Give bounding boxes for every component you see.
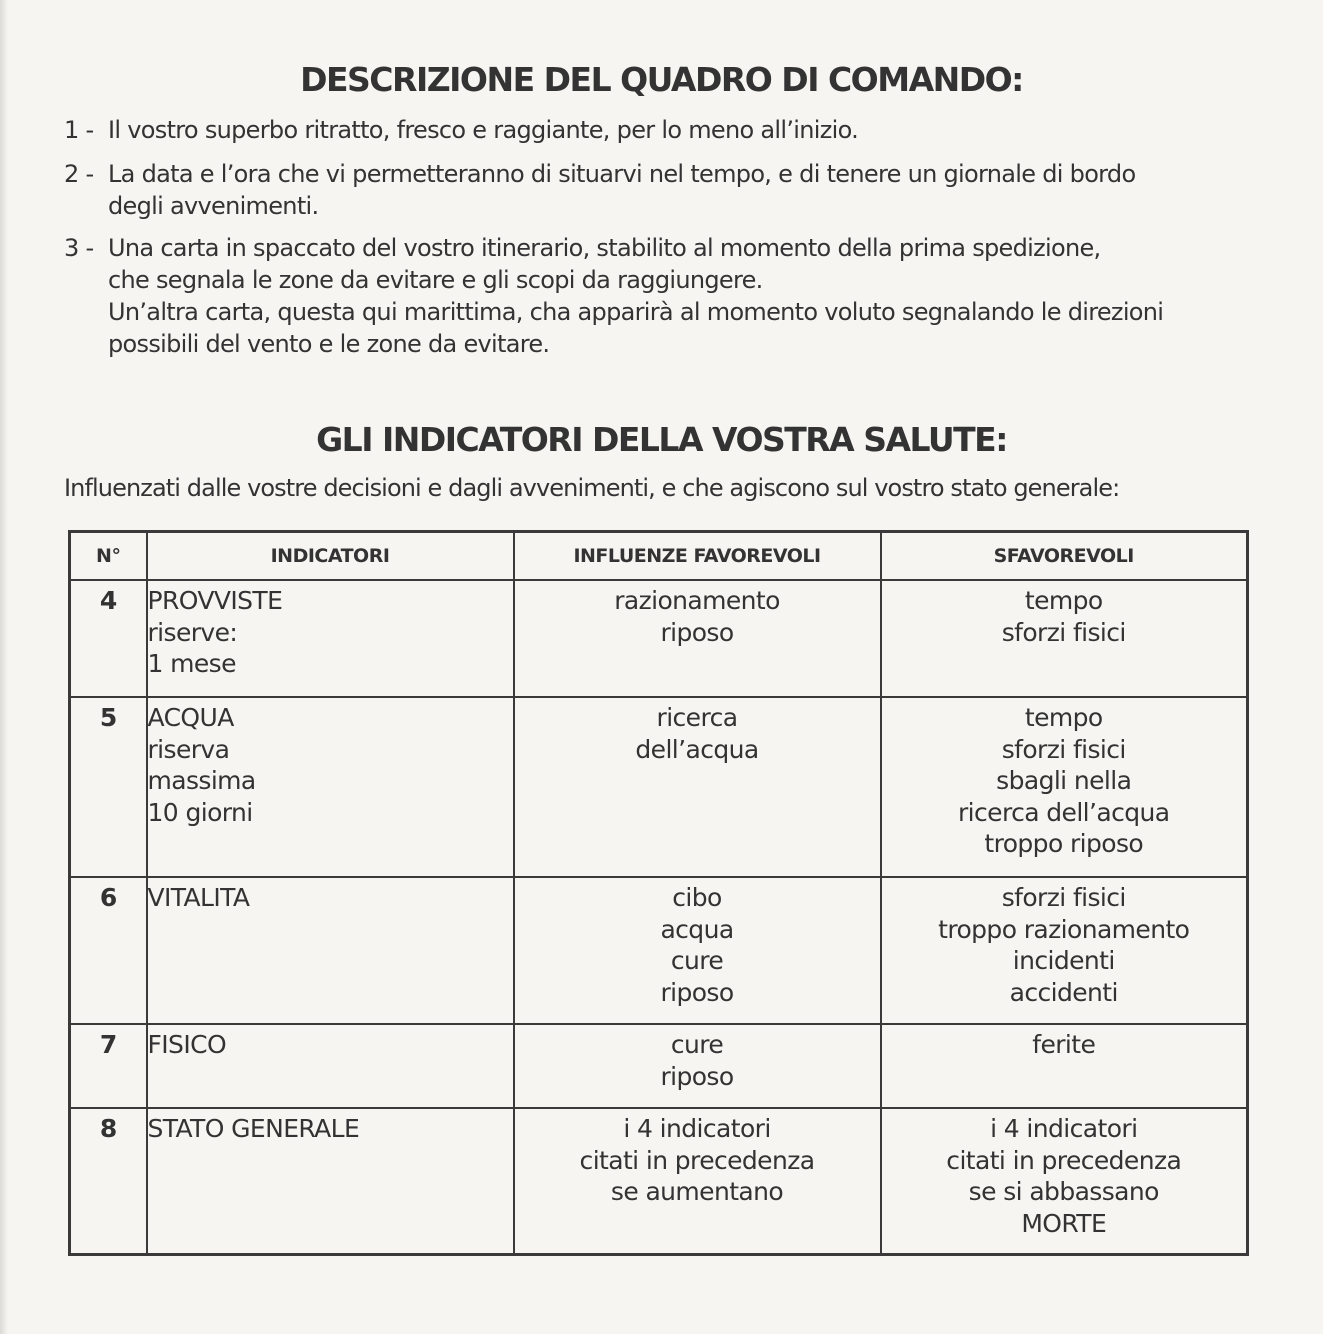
list-item-number: 2 - <box>64 160 94 188</box>
favorable-line: cure <box>670 946 724 975</box>
favorable-line: ricerca <box>656 703 738 732</box>
list-item-line: che segnala le zone da evitare e gli scopi da raggiungere. <box>108 266 763 294</box>
favorable-line: se aumentano <box>610 1177 784 1206</box>
favorable-line: citati in precedenza <box>579 1145 815 1175</box>
indicator-cell <box>147 1108 514 1254</box>
indicator-line: massima <box>147 766 256 795</box>
indicator-line: ACQUA <box>147 703 234 732</box>
favorable-line: dell’acqua <box>635 734 759 764</box>
row-number: 8 <box>70 1108 147 1254</box>
header-number: N° <box>70 532 147 581</box>
favorable-line: acqua <box>660 914 734 944</box>
indicator-line: FISICO <box>147 1030 227 1059</box>
list-item-number: 3 - <box>64 234 94 262</box>
favorable-line: riposo <box>660 977 734 1007</box>
list-item-text <box>108 114 1249 146</box>
indicator-line: VITALITA <box>147 883 250 912</box>
favorable-line: riposo <box>660 1061 734 1091</box>
unfavorable-line: citati in precedenza <box>946 1145 1182 1175</box>
favorable-cell <box>514 1108 881 1254</box>
list-item <box>64 158 1249 222</box>
row-number: 5 <box>70 697 147 877</box>
row-number: 6 <box>70 877 147 1024</box>
unfavorable-cell <box>881 580 1248 697</box>
favorable-line: cure <box>670 1030 724 1059</box>
unfavorable-cell <box>881 1024 1248 1108</box>
table-row <box>70 1108 1248 1254</box>
list-item-line: Un’altra carta, questa qui marittima, cha apparirà al momento voluto segnalando le direzioni <box>108 298 1164 326</box>
indicator-cell <box>147 1024 514 1108</box>
header-favorable: INFLUENZE FAVOREVOLI <box>514 532 881 581</box>
unfavorable-line: sforzi fisici <box>1001 883 1126 912</box>
unfavorable-cell <box>881 697 1248 877</box>
section-title-health-indicators: GLI INDICATORI DELLA VOSTRA SALUTE: <box>316 420 1007 459</box>
table-row <box>70 877 1248 1024</box>
favorable-line: i 4 indicatori <box>623 1114 771 1143</box>
unfavorable-line: ferite <box>1032 1030 1096 1059</box>
favorable-line: razionamento <box>614 586 780 615</box>
unfavorable-line: sbagli nella <box>996 766 1132 795</box>
list-item-line: possibili del vento e le zone da evitare. <box>108 330 550 358</box>
section-intro-text: Influenzati dalle vostre decisioni e dagli avvenimenti, e che agiscono sul vostro stato generale: <box>64 474 1120 502</box>
favorable-line: cibo <box>672 883 722 912</box>
unfavorable-cell <box>881 877 1248 1024</box>
row-number: 4 <box>70 580 147 697</box>
indicator-line: PROVVISTE <box>147 586 283 615</box>
unfavorable-line: accidenti <box>1009 977 1118 1007</box>
list-item-line: Il vostro superbo ritratto, fresco e raggiante, per lo meno all’inizio. <box>108 116 859 144</box>
list-item <box>64 114 1249 146</box>
indicator-line: riserva <box>147 734 230 764</box>
list-item-text <box>108 158 1249 222</box>
indicator-cell <box>147 697 514 877</box>
indicator-line: 10 giorni <box>147 797 253 827</box>
header-unfavorable: SFAVOREVOLI <box>881 532 1248 581</box>
unfavorable-line: se si abbassano <box>968 1177 1159 1206</box>
unfavorable-line: tempo <box>1024 703 1103 732</box>
unfavorable-cell <box>881 1108 1248 1254</box>
indicator-cell <box>147 580 514 697</box>
indicator-cell <box>147 877 514 1024</box>
unfavorable-line: ricerca dell’acqua <box>958 797 1170 827</box>
row-number: 7 <box>70 1024 147 1108</box>
list-item-line: La data e l’ora che vi permetteranno di situarvi nel tempo, e di tenere un giornale di bordo <box>108 160 1136 188</box>
indicator-line: riserve: <box>147 617 238 647</box>
table-row <box>70 697 1248 877</box>
unfavorable-line: incidenti <box>1012 946 1115 975</box>
favorable-cell <box>514 580 881 697</box>
list-item-line: degli avvenimenti. <box>108 192 319 220</box>
page-binding-shadow <box>0 0 8 1334</box>
unfavorable-line: troppo razionamento <box>938 914 1190 944</box>
favorable-line: riposo <box>660 617 734 647</box>
list-item-text <box>108 232 1249 360</box>
table-row <box>70 580 1248 697</box>
list-item <box>64 232 1249 360</box>
unfavorable-line: i 4 indicatori <box>990 1114 1138 1143</box>
favorable-cell <box>514 1024 881 1108</box>
table-row <box>70 1024 1248 1108</box>
unfavorable-line: troppo riposo <box>984 829 1144 858</box>
section-title-control-panel: DESCRIZIONE DEL QUADRO DI COMANDO: <box>300 60 1023 99</box>
header-indicators: INDICATORI <box>147 532 514 581</box>
unfavorable-line: sforzi fisici <box>1001 617 1126 647</box>
unfavorable-line: sforzi fisici <box>1001 734 1126 764</box>
favorable-cell <box>514 697 881 877</box>
list-item-line: Una carta in spaccato del vostro itinerario, stabilito al momento della prima spedizione, <box>108 234 1101 262</box>
indicator-line: STATO GENERALE <box>147 1114 360 1143</box>
indicators-table <box>68 530 1249 1256</box>
unfavorable-line: MORTE <box>1021 1208 1107 1238</box>
indicator-line: 1 mese <box>147 649 236 678</box>
favorable-cell <box>514 877 881 1024</box>
list-item-number: 1 - <box>64 116 94 144</box>
unfavorable-line: tempo <box>1024 586 1103 615</box>
table-header-row <box>70 532 1248 581</box>
